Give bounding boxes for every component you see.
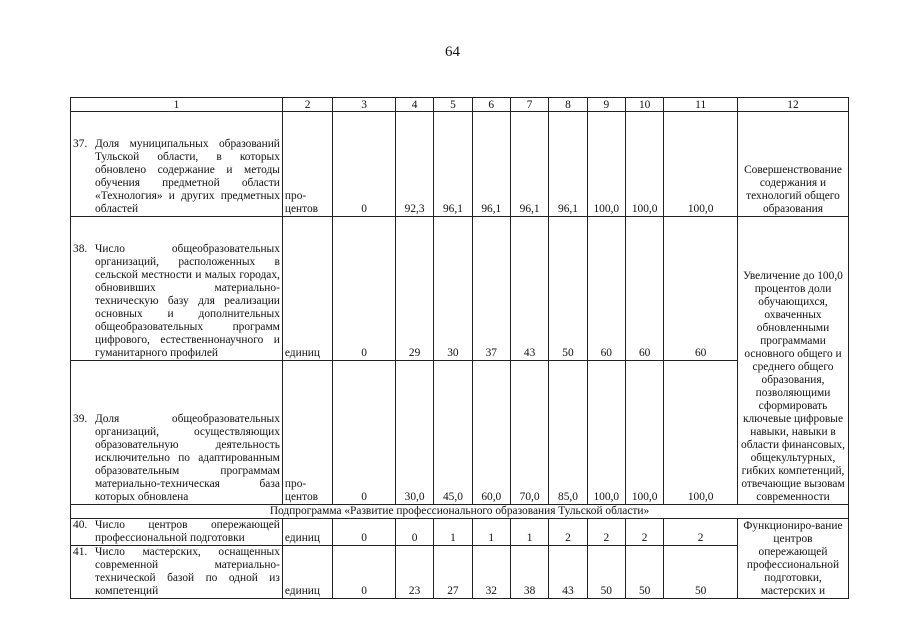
column-header: 12: [737, 98, 848, 112]
value-cell: 0: [333, 546, 396, 599]
value-cell: 100,0: [664, 361, 738, 505]
indicator-name: Доля общеобразовательных организаций, осуществляющих образовательную деятельность исключительно по адаптированным образовательным программам материально-техническая база которых обновлена: [95, 413, 280, 503]
row-number: 41.: [73, 546, 88, 558]
value-cell: 60: [664, 217, 738, 361]
column-header: 6: [472, 98, 510, 112]
column-header: 11: [664, 98, 738, 112]
unit-cell: единиц: [282, 546, 332, 599]
unit-cell: единиц: [282, 217, 332, 361]
column-number-row: [71, 98, 849, 112]
value-cell: 27: [434, 546, 472, 599]
goal-cell: Функциониро-вание центров опережающей профессиональной подготовки, мастерских и: [737, 519, 848, 599]
indicator-name: Доля муниципальных образований Тульской области, в которых обновлено содержание и методы обучения предметной области «Технология» и других предметных областей: [95, 138, 280, 215]
column-header: 9: [587, 98, 625, 112]
indicator-name: Число центров опережающей профессиональной подготовки: [95, 519, 280, 544]
value-cell: 43: [510, 217, 548, 361]
subprogram-title: Подпрограмма «Развитие профессионального образования Тульской области»: [71, 505, 849, 519]
indicator-name-cell: [71, 361, 283, 505]
value-cell: 23: [395, 546, 433, 599]
value-cell: 96,1: [434, 112, 472, 217]
table-row: [71, 361, 849, 505]
value-cell: 37: [472, 217, 510, 361]
subprogram-row: [71, 505, 849, 519]
column-header: 2: [282, 98, 332, 112]
value-cell: 50: [664, 546, 738, 599]
value-cell: 2: [625, 519, 663, 546]
indicator-name-cell: [71, 546, 283, 599]
column-header: 10: [625, 98, 663, 112]
table-row: [71, 519, 849, 546]
table-row: [71, 217, 849, 361]
column-header: 7: [510, 98, 548, 112]
value-cell: 1: [472, 519, 510, 546]
value-cell: 100,0: [625, 112, 663, 217]
row-number: 37.: [73, 138, 88, 150]
value-cell: 96,1: [472, 112, 510, 217]
value-cell: 0: [333, 217, 396, 361]
value-cell: 2: [664, 519, 738, 546]
row-number: 39.: [73, 413, 88, 425]
value-cell: 45,0: [434, 361, 472, 505]
unit-cell: единиц: [282, 519, 332, 546]
value-cell: 1: [510, 519, 548, 546]
column-header: 5: [434, 98, 472, 112]
indicator-name-cell: [71, 519, 283, 546]
indicator-name-cell: [71, 112, 283, 217]
value-cell: 96,1: [510, 112, 548, 217]
column-header: 1: [71, 98, 283, 112]
indicator-name: Число мастерских, оснащенных современной материально-технической базой по одной из компетенций: [95, 546, 280, 597]
column-header: 4: [395, 98, 433, 112]
table-row: [71, 546, 849, 599]
value-cell: 0: [333, 361, 396, 505]
goal-cell: Совершенствование содержания и технологий общего образования: [737, 112, 848, 217]
value-cell: 30: [434, 217, 472, 361]
column-header: 3: [333, 98, 396, 112]
value-cell: 60: [587, 217, 625, 361]
value-cell: 29: [395, 217, 433, 361]
value-cell: 100,0: [625, 361, 663, 505]
value-cell: 38: [510, 546, 548, 599]
value-cell: 32: [472, 546, 510, 599]
value-cell: 1: [434, 519, 472, 546]
page-number: 64: [445, 44, 460, 60]
goal-cell: Увеличение до 100,0 процентов доли обучающихся, охваченных обновленными программами основного общего и среднего общего образования, позволяющими сформировать ключевые цифровые навыки, навыки в области финансовых, общекультурных, гибких компетенций, отвечающие вызовам современности: [737, 217, 848, 505]
value-cell: 92,3: [395, 112, 433, 217]
unit-cell: про-центов: [282, 112, 332, 217]
row-number: 40.: [73, 519, 88, 531]
value-cell: 96,1: [549, 112, 587, 217]
value-cell: 2: [587, 519, 625, 546]
row-number: 38.: [73, 243, 88, 255]
indicator-name: Число общеобразовательных организаций, расположенных в сельской местности и малых городах, обновивших материально-техническую базу для реализации основных и дополнительных общеобразовательных программ цифрового, естественнонаучного и гуманитарного профилей: [95, 243, 280, 359]
value-cell: 100,0: [587, 361, 625, 505]
value-cell: 30,0: [395, 361, 433, 505]
value-cell: 0: [333, 519, 396, 546]
table-row: [71, 112, 849, 217]
value-cell: 100,0: [664, 112, 738, 217]
value-cell: 70,0: [510, 361, 548, 505]
value-cell: 60: [625, 217, 663, 361]
unit-cell: про-центов: [282, 361, 332, 505]
value-cell: 43: [549, 546, 587, 599]
column-header: 8: [549, 98, 587, 112]
value-cell: 0: [333, 112, 396, 217]
value-cell: 2: [549, 519, 587, 546]
indicators-table: [70, 97, 849, 599]
value-cell: 85,0: [549, 361, 587, 505]
value-cell: 50: [587, 546, 625, 599]
value-cell: 50: [549, 217, 587, 361]
indicator-name-cell: [71, 217, 283, 361]
value-cell: 50: [625, 546, 663, 599]
value-cell: 0: [395, 519, 433, 546]
value-cell: 100,0: [587, 112, 625, 217]
value-cell: 60,0: [472, 361, 510, 505]
